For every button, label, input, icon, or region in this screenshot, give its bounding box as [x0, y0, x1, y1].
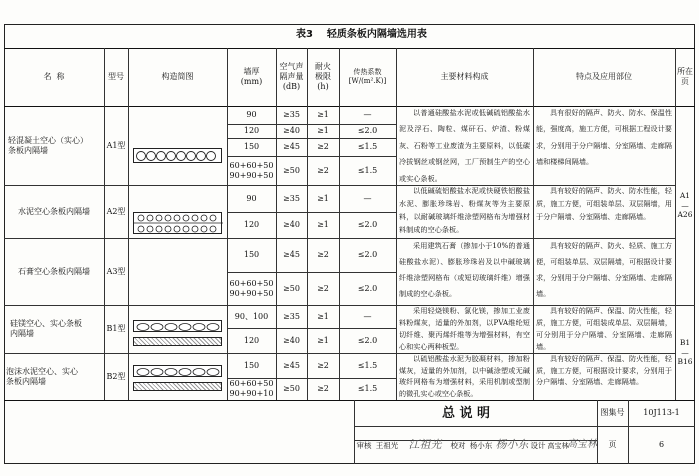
- sound-cell: ≥45: [283, 142, 300, 151]
- design-role: 设计: [530, 441, 546, 451]
- fire-cell: ≥1: [317, 110, 329, 119]
- features-text: 具有较好的隔声、防火、防水性能，轻质，施工方便，可组装单层、双层隔墙，用于分户隔墙、分室隔墙、走廊隔墙。: [536, 186, 672, 221]
- features-text: 具有较好的隔声、保温、防火性能，轻质，施工方便，可组装成单层、双层隔墙，可分别用于分户隔墙、分室隔墙、走廊隔墙。: [536, 306, 672, 351]
- thickness-cell: 120: [243, 220, 260, 229]
- sheet-title: 总 说 明: [442, 406, 491, 421]
- materials-text: 以低碱硫铝酸盐水泥或快硬铁铝酸盐水泥、膨胀珍珠岩、粉煤灰等为主要原料，以耐碱玻璃纤维涂塑网格布为增强材料制成的空心条板。: [399, 186, 530, 234]
- thickness-cell: 60+60+50 90+90+50: [229, 160, 274, 180]
- group-model: B1型: [106, 324, 126, 333]
- group-name: 硅镁空心、实心条板 内隔墙: [10, 319, 82, 338]
- sound-cell: ≥50: [283, 283, 300, 293]
- features-text: 具有较好的隔声、防火、轻质、施工方便，可组装单层、双层隔墙，可根据设计要求，分别用于分户隔墙、分室隔墙、走廊隔墙。: [536, 241, 672, 298]
- thickness-cell: 90、100: [234, 311, 269, 321]
- group-name: 水泥空心条板内隔墙: [18, 206, 90, 216]
- review-role: 审核: [356, 441, 372, 451]
- review-signature: 江祖光: [408, 438, 442, 452]
- thickness-cell: 150: [243, 142, 260, 151]
- review-name: 王祖光: [375, 441, 399, 451]
- group-model: B2型: [106, 371, 126, 381]
- atlas-label: 图集号: [600, 408, 625, 417]
- header-model: 型号: [108, 72, 124, 81]
- foam-hollow-icon: [134, 366, 223, 378]
- fire-cell: ≥1: [317, 335, 329, 345]
- heat-cell: ≤1.5: [357, 360, 378, 370]
- heat-cell: —: [363, 311, 372, 321]
- hollow-cores-icon: [134, 149, 223, 164]
- sound-cell: ≥40: [283, 335, 300, 345]
- magnesium-slab-sketch: [133, 320, 222, 332]
- fire-cell: ≥2: [317, 360, 329, 370]
- thickness-cell: 150: [243, 360, 260, 370]
- heat-cell: ≤2.0: [357, 335, 378, 345]
- features-text: 具有较好的隔声、保温、防火性能，轻质，施工方便，可根据设计要求，分别用于分户隔墙、分室隔墙、走廊隔墙。: [536, 354, 672, 386]
- hatched-hollow-icon: [134, 321, 223, 333]
- page-ref-b: B1 — B16: [677, 338, 693, 367]
- design-name: 高宝林: [547, 441, 569, 450]
- fire-cell: ≥1: [317, 311, 329, 321]
- header-page: 所在 页: [677, 67, 693, 86]
- sound-cell: ≥35: [283, 110, 300, 119]
- thickness-cell: 90: [246, 110, 257, 119]
- group-name: 石膏空心条板内隔墙: [18, 266, 90, 276]
- hollow-slab-sketch: [133, 148, 222, 163]
- sound-cell: ≥50: [283, 165, 300, 175]
- fire-cell: ≥2: [317, 250, 329, 259]
- heat-cell: ≤1.5: [357, 384, 378, 393]
- thickness-cell: 90: [246, 193, 257, 203]
- sound-cell: ≥50: [283, 384, 300, 393]
- page-ref-a: A1 — A26: [677, 191, 693, 220]
- foam-cement-sketch: [133, 365, 222, 377]
- sound-cell: ≥35: [283, 311, 300, 321]
- heat-cell: ≤2.0: [357, 283, 378, 293]
- heat-cell: ≤1.5: [357, 165, 378, 175]
- fire-cell: ≥2: [317, 142, 329, 151]
- heat-cell: ≤2.0: [357, 250, 378, 259]
- sound-cell: ≥35: [283, 193, 300, 203]
- header-fire: 耐火 极限 (h): [315, 62, 331, 91]
- header-materials: 主要材料构成: [440, 72, 489, 81]
- features-text: 具有很好的隔声、防火、防水、保温性能，强度高，施工方便，可根据工程设计要求，分别用于分户隔墙、分室隔墙、走廊隔墙和楼梯间隔墙。: [536, 108, 672, 167]
- table-title: 表3 轻质条板内隔墙选用表: [296, 29, 427, 40]
- group-model: A2型: [106, 206, 126, 216]
- sound-cell: ≥45: [283, 250, 300, 259]
- check-role: 校对: [450, 441, 466, 451]
- sound-cell: ≥40: [283, 126, 300, 135]
- thickness-cell: 60+60+50 90+90+50: [229, 278, 274, 298]
- heat-cell: ≤2.0: [357, 126, 378, 135]
- thickness-cell: 120: [243, 335, 260, 345]
- materials-text: 采用建筑石膏（掺加小于10%的普通硅酸盐水泥）、膨胀珍珠岩及以中碱玻璃纤维涂塑网格布（或短切玻璃纤维）增强制成的空心条板。: [399, 241, 530, 298]
- cement-slab-sketch: [133, 212, 222, 234]
- header-features: 特点及应用部位: [576, 72, 632, 81]
- check-signature: 杨小东: [495, 438, 529, 452]
- magnesium-solid-sketch: [133, 337, 222, 346]
- fire-cell: ≥2: [317, 283, 329, 293]
- materials-text: 采用轻烧镁粉、氯化镁，掺加工业废料粉煤灰，适量的外加剂，以PVA维纶短切纤维、聚丙烯纤维等为增强材料，有空心和实心两种板型。: [399, 306, 530, 351]
- fire-cell: ≥2: [317, 165, 329, 175]
- heat-cell: —: [363, 110, 372, 119]
- page-number: 6: [658, 440, 665, 449]
- heat-cell: ≤1.5: [357, 142, 378, 151]
- design-signature: 高宝林: [567, 438, 597, 450]
- thickness-cell: 120: [243, 126, 260, 135]
- double-hollow-icon: [134, 213, 223, 235]
- header-sketch: 构造简图: [161, 72, 194, 81]
- header-name: 名 称: [43, 72, 65, 81]
- fire-cell: ≥2: [317, 384, 329, 393]
- fire-cell: ≥1: [317, 126, 329, 135]
- header-sound: 空气声 隔声量 (dB): [279, 62, 304, 91]
- materials-text: 以普通硅酸盐水泥或低碱硫铝酸盐水泥及浮石、陶粒、煤矸石、炉渣、粉煤灰、石粉等工业废渣为主要原料，以低碳冷拔钢丝或钢丝网，工厂预制生产的空心或实心条板。: [399, 108, 530, 183]
- sound-cell: ≥45: [283, 360, 300, 370]
- header-heat: 传热系数 [W/(m².K)]: [348, 68, 387, 85]
- thickness-cell: 60+60+50 90+90+10: [229, 379, 274, 398]
- fire-cell: ≥1: [317, 220, 329, 229]
- sound-cell: ≥40: [283, 220, 300, 229]
- thickness-cell: 150: [243, 250, 260, 259]
- foam-solid-sketch: [133, 382, 222, 391]
- materials-text: 以硫铝酸盐水泥为胶凝材料，掺加粉煤灰，适量的外加剂，以中碱涂塑或无碱玻纤网格布为增强材料，采用机制或型制的微孔实心或空心条板。: [399, 354, 530, 398]
- heat-cell: ≤2.0: [357, 220, 378, 229]
- heat-cell: —: [363, 193, 372, 203]
- atlas-number: 10J113-1: [643, 408, 680, 417]
- check-name: 杨小东: [469, 441, 493, 451]
- page-label: 页: [608, 440, 617, 449]
- group-name: 轻混凝土空心（实心） 条板内隔墙: [8, 135, 88, 155]
- header-thickness: 墙厚 (mm): [240, 67, 263, 86]
- fire-cell: ≥1: [317, 193, 329, 203]
- group-model: A3型: [106, 266, 126, 276]
- group-model: A1型: [106, 140, 126, 150]
- group-name: 泡沫水泥空心、实心 条板内隔墙: [6, 366, 78, 386]
